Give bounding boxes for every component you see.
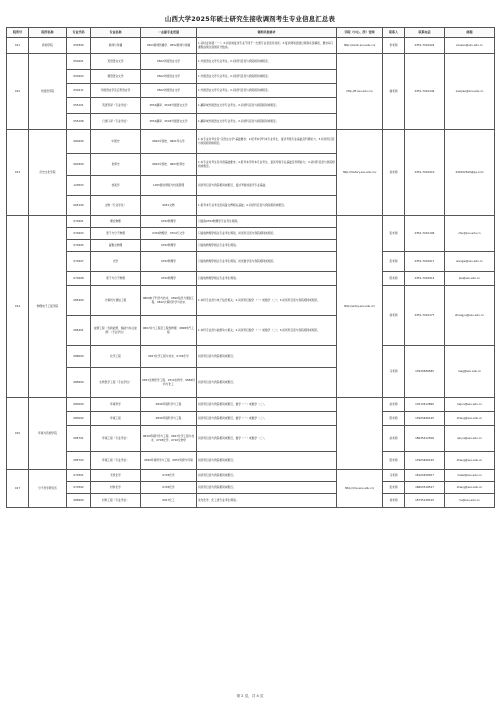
email-cell: 240322520@qq.com <box>445 130 495 216</box>
major-name-cell: 俄语语言文学 <box>91 70 141 84</box>
requirements-cell: 1.翻译或外国语言文学专业考生。2.初试科目需与我院相同或相近。 <box>197 114 337 130</box>
scope-cell: 1205图书情报与档案管理 <box>141 176 197 196</box>
major-name-cell: 化学工程 <box>91 346 141 368</box>
major-name-cell: 计算机与通信工程 <box>91 286 141 316</box>
requirements-cell: 只接收物理学相关专业考生调剂。 <box>197 272 337 286</box>
major-code-cell: 085701 <box>67 426 91 452</box>
contact-cell: 马老师 <box>383 346 405 398</box>
major-name-cell: 环境工程 <box>91 412 141 426</box>
phone-cell: 0351-7010922 <box>405 38 445 54</box>
major-code-cell: 050202 <box>67 70 91 84</box>
major-name-cell: 档案学 <box>91 176 141 196</box>
major-code-cell: 086000 <box>67 346 91 368</box>
scope-cell: 0702物理学 <box>141 216 197 228</box>
table-row <box>7 346 495 368</box>
document-title: 山西大学2025年硕士研究生接收调剂考生专业信息汇总表 <box>164 15 336 23</box>
requirements-cell: 优先化学、化工类专业考生调剂。 <box>197 494 337 508</box>
requirements-cell: 初试科目需与我院相同或相近，数学（一）或数学（二）。 <box>197 398 337 412</box>
major-name-cell: 理论物理 <box>91 216 141 228</box>
table-row <box>7 272 495 286</box>
scope-cell: 0702物理学 <box>141 240 197 252</box>
scope-cell: 0502外国语言文学 <box>141 54 197 70</box>
scope-cell: 0830环境科学与工程 <box>141 398 197 412</box>
contact-cell: 刘老师 <box>383 494 405 508</box>
phone-cell: 18635412308 <box>405 426 445 452</box>
major-code-cell: 060200 <box>67 130 91 154</box>
major-name-cell: 英语语言文学 <box>91 54 141 70</box>
major-code-cell: 070207 <box>67 252 91 272</box>
phone-cell: 13903466145 <box>405 452 445 470</box>
requirements-cell: 只接收物理学相关专业考生调剂。 <box>197 240 337 252</box>
email-cell: xinwen@sxu.edu.cn <box>445 38 495 54</box>
requirements-cell: 初试科目需与我院相同或相近。 <box>197 346 337 368</box>
header-cell: 学院（中心、所）官网 <box>337 28 383 38</box>
requirements-cell: 初试科目需与我院相同或相近。 <box>197 368 337 398</box>
scope-cell: 0809电子科学与技术、0810信息与通信工程、0812计算机科学与技术 <box>141 286 197 316</box>
major-code-cell: 065100 <box>67 196 91 216</box>
requirements-cell: 初试科目需与我院相同或相近，数学（一）或数学（二）。 <box>197 426 337 452</box>
contact-cell: 陈老师 <box>383 452 405 470</box>
phone-cell: 13903466145 <box>405 412 445 426</box>
table-row <box>7 54 495 70</box>
requirements-cell: 1.本科专业需与能源动力相关；2.初试科目数学（一）或数学（二）；3.初试科目需与我院相同或相近。 <box>197 316 337 346</box>
email-cell: mawi@sxu.edu.cn <box>445 470 495 482</box>
scope-cell: 0830环境科学与工程、0857资源与环境 <box>141 452 197 470</box>
major-code-cell: 083000 <box>67 398 91 412</box>
major-name-cell: 环境工程（专业学位） <box>91 426 141 452</box>
table-row <box>7 412 495 426</box>
scope-cell: 0602中国史、0603世界史 <box>141 154 197 176</box>
scope-cell: 0831生物医学工程、0710生物学、0856材料与化工 <box>141 368 197 398</box>
major-name-cell: 文物（专业学位） <box>91 196 141 216</box>
requirements-cell: 1.本专业对考生有"汉语言文学"基础要求；2.报考本学科本专业考生，复试考察专业基础及科研能力；3.初试科目需与我院相同或相近。 <box>197 130 337 154</box>
document-page <box>6 14 494 508</box>
school-name-cell: 环境与资源学院 <box>29 398 67 470</box>
requirements-cell: 初试科目需与我院相同或相近，数学（一）或数学（二）。 <box>197 412 337 426</box>
contact-cell: 张老师 <box>383 216 405 252</box>
phone-cell: 0351-7010010 <box>405 130 445 216</box>
contact-cell: 谢老师 <box>383 54 405 130</box>
scope-cell: 0817化学工程与技术、0703化学 <box>141 346 197 368</box>
phone-cell: 18735128315 <box>405 494 445 508</box>
table-row <box>7 494 495 508</box>
major-code-cell: 085400 <box>67 286 91 316</box>
email-cell: wangw@sxu.edu.cn <box>445 252 495 272</box>
major-name-cell: 材料工程（专业学位） <box>91 494 141 508</box>
website-cell: http://ims.sxu.edu.cn/ <box>337 470 383 508</box>
contact-cell: 张老师 <box>383 482 405 494</box>
table-row <box>7 482 495 494</box>
email-cell: mag@sxu.edu.cn <box>445 346 495 398</box>
major-code-cell: 085600 <box>67 494 91 508</box>
contact-cell: 张老师 <box>383 252 405 272</box>
website-cell: http://fl.sxu.edu.cn/ <box>337 54 383 130</box>
school-name-cell: 物理电子工程学院 <box>29 216 67 398</box>
website-cell: http://xwcb.sxu.edu.cn/ <box>337 38 383 54</box>
scope-cell: 0702物理学 <box>141 272 197 286</box>
table-row <box>7 286 495 316</box>
major-code-cell: 070201 <box>67 216 91 228</box>
scope-cell: 0551翻译、0502外国语言文学 <box>141 114 197 130</box>
requirements-cell: 1.外国语言文学专业考生。2.初试科目需与我院相同或相近。 <box>197 54 337 70</box>
scope-cell: 0503新闻传播学、0552新闻与传播 <box>141 38 197 54</box>
major-code-cell: 070205 <box>67 240 91 252</box>
phone-cell: 0351-7010444 <box>405 54 445 130</box>
email-cell: zhang@sxu.edu.cn <box>445 482 495 494</box>
phone-cell: 18103458307 <box>405 470 445 482</box>
major-code-cell: 050211 <box>67 84 91 98</box>
scope-cell: 0830环境科学与工程 <box>141 412 197 426</box>
scope-cell: 0702物理学 <box>141 252 197 272</box>
header-cell: 调剂其他要求 <box>197 28 337 38</box>
header-cell: 院所名称 <box>29 28 67 38</box>
email-cell: qinyu@sxu.edu.cn <box>445 426 495 452</box>
table-row <box>7 38 495 54</box>
scope-cell: 0807动力工程及工程热物理、0808电气工程 <box>141 316 197 346</box>
major-code-cell: 083002 <box>67 412 91 426</box>
table-row <box>7 216 495 228</box>
major-name-cell: 凝聚态物理 <box>91 240 141 252</box>
contact-cell: 陈老师 <box>383 272 405 286</box>
email-cell: liu@sxu.edu.cn <box>445 494 495 508</box>
requirements-cell: 只接收物理学相关专业考生调剂，初试科目需与我院相同或相近。 <box>197 228 337 240</box>
header-cell: 联系人 <box>383 28 405 38</box>
scope-cell: 0502外国语言文学 <box>141 70 197 84</box>
scope-cell: 0651文物 <box>141 196 197 216</box>
requirements-cell: 1.外国语言文学专业考生。2.初试科目需与我院相同或相近。 <box>197 70 337 84</box>
table-row <box>7 426 495 452</box>
requirements-cell: 初试科目需与我院相同或相近。 <box>197 470 337 482</box>
requirements-cell: 初试科目需与我院相同或相近。 <box>197 482 337 494</box>
major-name-cell: 英语笔译（专业学位） <box>91 98 141 114</box>
requirements-cell: 1.本科专业需与电子信息相关；2.初试科目数学（一）或数学（二）；3.初试科目需与我院相同或相近。 <box>197 286 337 316</box>
table-row <box>7 470 495 482</box>
school-name-cell: 外国语学院 <box>29 54 67 130</box>
requirements-cell: 1.翻译或外国语言文学专业考生。2.初试科目需与我院相同或相近。 <box>197 98 337 114</box>
contact-cell: 李老师 <box>383 38 405 54</box>
major-code-cell: 070203 <box>67 228 91 240</box>
header-cell: 院所号 <box>7 28 29 38</box>
major-code-cell: 120503 <box>67 176 91 196</box>
contact-cell: 马老师 <box>383 470 405 482</box>
website-cell: http://history.sxu.edu.cn/ <box>337 130 383 216</box>
email-cell: zhangyu@sxu.edu.cn <box>445 286 495 346</box>
major-code-cell: 085702 <box>67 452 91 470</box>
table-row <box>7 398 495 412</box>
major-name-cell: 生物医学工程（专业学位） <box>91 368 141 398</box>
header-cell: 专业代码 <box>67 28 91 38</box>
email-cell: zhang@sxu.edu.cn <box>445 412 495 426</box>
website-cell <box>337 398 383 470</box>
email-cell: hejun@sxu.edu.cn <box>445 398 495 412</box>
school-name-cell: 分子科学研究所 <box>29 470 67 508</box>
phone-cell: 18603518527 <box>405 482 445 494</box>
school-number-cell: 017 <box>7 470 29 508</box>
scope-cell: 0551翻译、0502外国语言文学 <box>141 98 197 114</box>
major-name-cell: 能源工程（含新能源、储能与综合能源）（专业学位） <box>91 316 141 346</box>
major-code-cell: 050201 <box>67 54 91 70</box>
major-code-cell: 055108 <box>67 114 91 130</box>
email-cell: zhang@sxu.edu.cn <box>445 452 495 470</box>
scope-cell: 0817化工 <box>141 494 197 508</box>
website-cell: http://wdxy.sxu.edu.cn/ <box>337 216 383 398</box>
major-name-cell: 无机化学 <box>91 470 141 482</box>
contact-cell: 陈老师 <box>383 412 405 426</box>
major-code-cell: 085401 <box>67 316 91 346</box>
requirements-cell: 1.初试业务课（一）；2.初试或复试专业不同于一志愿专业者需另加试；3.复试调剂需通过调剂系统填报，要求每门课程成绩达到国家分数线。 <box>197 38 337 54</box>
phone-cell: 0351-7010617 <box>405 252 445 272</box>
scope-cell: 0702物理学、0704天文学 <box>141 228 197 240</box>
scope-cell: 0602中国史、0601考古学 <box>141 130 197 154</box>
contact-cell: 杨老师 <box>383 286 405 346</box>
major-code-cell: 070302 <box>67 482 91 494</box>
major-name-cell: 新闻与传播 <box>91 38 141 54</box>
requirements-cell: 只接收物理学相关专业考生调剂，初试数学需与我院相同或相近。 <box>197 252 337 272</box>
table-row <box>7 452 495 470</box>
table-header-row <box>7 28 495 38</box>
major-code-cell: 055101 <box>67 98 91 114</box>
email-cell: zhu@sxu.edu.cn <box>445 216 495 252</box>
major-name-cell: 外国语言学及应用语言学 <box>91 84 141 98</box>
major-code-cell: 060300 <box>67 154 91 176</box>
contact-cell: 赵老师 <box>383 398 405 412</box>
major-name-cell: 材料化学 <box>91 482 141 494</box>
requirements-cell: 初试科目需与我院相同或相近，复试考察档案学专业基础。 <box>197 176 337 196</box>
school-number-cell: 012 <box>7 54 29 130</box>
page-footer: 第 2 页，共 4 页 <box>236 694 264 698</box>
major-code-cell: 085600 <box>67 368 91 398</box>
contact-cell: 孙老师 <box>383 130 405 216</box>
scope-cell: 0830环境科学与工程、0817化学工程与技术、0703化学、0710生物学 <box>141 426 197 452</box>
school-number-cell: 014 <box>7 216 29 398</box>
school-name-cell: 历史文化学院 <box>29 130 67 216</box>
major-name-cell: 日语口译（专业学位） <box>91 114 141 130</box>
header-cell: 一志愿专业范围 <box>141 28 197 38</box>
table-body <box>7 38 495 508</box>
school-number-cell: 011 <box>7 38 29 54</box>
phone-cell: 13513412860 <box>405 398 445 412</box>
school-number-cell: 013 <box>7 130 29 216</box>
major-code-cell: 070208 <box>67 272 91 286</box>
phone-cell: 0351-7010106 <box>405 216 445 252</box>
header-cell: 专业名称 <box>91 28 141 38</box>
info-table <box>6 27 495 508</box>
major-name-cell: 中国史 <box>91 130 141 154</box>
requirements-cell: 初试科目需与我院相同或相近。 <box>197 452 337 470</box>
scope-cell: 0703化学 <box>141 482 197 494</box>
email-cell: xiaojiao@sxu.edu.cn <box>445 54 495 130</box>
major-name-cell: 原子与分子物理 <box>91 228 141 240</box>
scope-cell: 0502外国语言文学 <box>141 84 197 98</box>
requirements-cell: 1.外国语言文学专业考生。2.初试科目需与我院相同或相近。 <box>197 84 337 98</box>
major-name-cell: 环境工程（专业学位） <box>91 452 141 470</box>
email-cell: ljie@sxu.edu.cn <box>445 272 495 286</box>
scope-cell: 0703化学 <box>141 470 197 482</box>
school-number-cell: 015 <box>7 398 29 470</box>
major-name-cell: 原子与分子物理 <box>91 272 141 286</box>
phone-cell: 0351-7010612 <box>405 272 445 286</box>
phone-cell: 13934586585 <box>405 346 445 398</box>
header-cell: 联系电话 <box>405 28 445 38</box>
requirements-cell: 1.本专业对考生有外语基础要求；2.报考本学科本专业考生，复试考察专业基础及科研能力；3.初试科目需与我院相同或相近。 <box>197 154 337 176</box>
requirements-cell: 只接收0702物理学专业考生调剂。 <box>197 216 337 228</box>
major-name-cell: 世界史 <box>91 154 141 176</box>
requirements-cell: 1.报考本专业考生需具备文博相关基础；2.初试科目需与我院相同或相近。 <box>197 196 337 216</box>
major-code-cell: 050300 <box>67 38 91 54</box>
header-cell: 邮箱 <box>445 28 495 38</box>
major-name-cell: 环境科学 <box>91 398 141 412</box>
major-code-cell: 070301 <box>67 470 91 482</box>
school-name-cell: 新闻学院 <box>29 38 67 54</box>
phone-cell: 0351-7010377 <box>405 286 445 346</box>
table-row <box>7 252 495 272</box>
contact-cell: 赵老师 <box>383 426 405 452</box>
table-row <box>7 130 495 154</box>
major-name-cell: 光学 <box>91 252 141 272</box>
